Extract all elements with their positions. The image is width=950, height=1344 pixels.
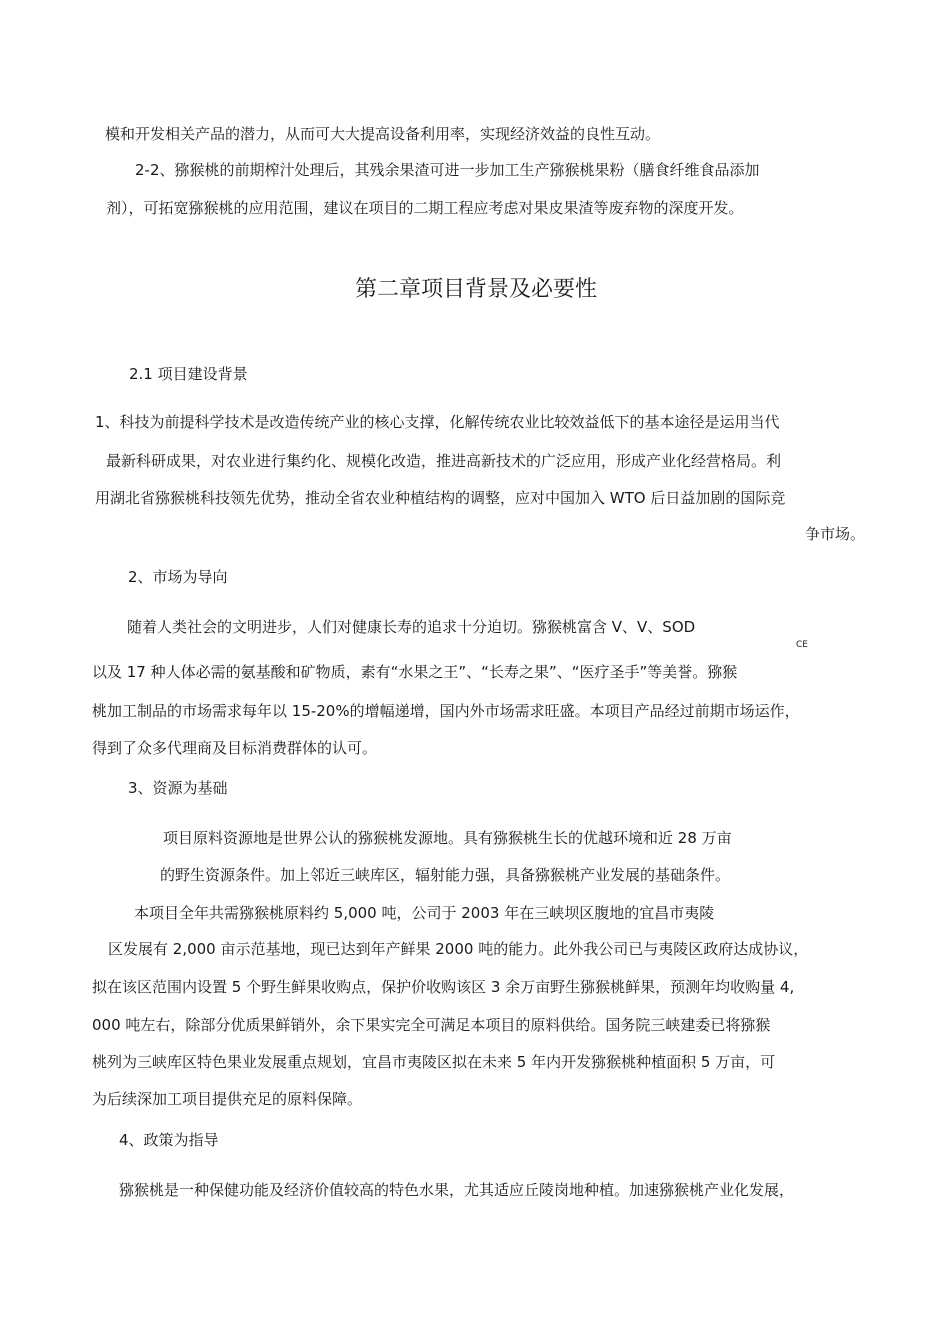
paragraph-line: 争市场。 (805, 525, 866, 543)
paragraph-line: 的野生资源条件。加上邻近三峡库区，辐射能力强，具备猕猴桃产业发展的基础条件。 (160, 866, 731, 884)
subsection-heading: 3、资源为基础 (128, 779, 228, 797)
paragraph-line: 以及 17 种人体必需的氨基酸和矿物质，素有“水果之王”、“长寿之果”、“医疗圣手”等美誉。猕猴 (92, 663, 738, 681)
paragraph-line: 桃列为三峡库区特色果业发展重点规划，宜昌市夷陵区拟在未来 5 年内开发猕猴桃种植面积 5 万亩，可 (92, 1053, 776, 1071)
paragraph-line: 1、科技为前提科学技术是改造传统产业的核心支撑，化解传统农业比较效益低下的基本途径是运用当代 (95, 413, 780, 431)
paragraph-line: 区发展有 2,000 亩示范基地，现已达到年产鲜果 2000 吨的能力。此外我公司已与夷陵区政府达成协议， (108, 940, 809, 958)
paragraph-line: 最新科研成果，对农业进行集约化、规模化改造，推进高新技术的广泛应用，形成产业化经营格局。利 (106, 452, 782, 470)
paragraph-line: 为后续深加工项目提供充足的原料保障。 (92, 1090, 363, 1108)
paragraph-line: 得到了众多代理商及目标消费群体的认可。 (92, 739, 378, 757)
subscript-note: CE (796, 640, 808, 650)
paragraph-line: 2-2、猕猴桃的前期榨汁处理后，其残余果渣可进一步加工生产猕猴桃果粉（膳食纤维食品添加 (135, 161, 760, 179)
paragraph-line: 猕猴桃是一种保健功能及经济价值较高的特色水果，尤其适应丘陵岗地种植。加速猕猴桃产业化发展， (119, 1181, 795, 1199)
paragraph-line: 用湖北省猕猴桃科技领先优势，推动全省农业种植结构的调整，应对中国加入 WTO 后日益加剧的国际竞 (95, 489, 786, 507)
paragraph-line: 剂），可拓宽猕猴桃的应用范围，建议在项目的二期工程应考虑对果皮果渣等废弃物的深度开发。 (106, 199, 744, 217)
paragraph-line: 本项目全年共需猕猴桃原料约 5,000 吨，公司于 2003 年在三峡坝区腹地的宜昌市夷陵 (134, 904, 715, 922)
paragraph-line: 随着人类社会的文明进步，人们对健康长寿的追求十分迫切。猕猴桃富含 V、V、SOD (127, 618, 696, 636)
paragraph-line: 模和开发相关产品的潜力，从而可大大提高设备利用率，实现经济效益的良性互动。 (105, 125, 661, 143)
paragraph-line: 000 吨左右，除部分优质果鲜销外，余下果实完全可满足本项目的原料供给。国务院三峡建委已将猕猴 (92, 1016, 771, 1034)
subsection-heading: 2、市场为导向 (128, 568, 228, 586)
chapter-title: 第二章项目背景及必要性 (355, 277, 598, 302)
paragraph-line: 项目原料资源地是世界公认的猕猴桃发源地。具有猕猴桃生长的优越环境和近 28 万亩 (163, 829, 732, 847)
section-heading: 2.1 项目建设背景 (129, 365, 248, 383)
subsection-heading: 4、政策为指导 (119, 1131, 219, 1149)
paragraph-line: 拟在该区范围内设置 5 个野生鲜果收购点，保护价收购该区 3 余万亩野生猕猴桃鲜果，预测年均收购量 4, (92, 978, 795, 996)
paragraph-line: 桃加工制品的市场需求每年以 15-20%的增幅递增，国内外市场需求旺盛。本项目产品经过前期市场运作， (92, 702, 800, 720)
